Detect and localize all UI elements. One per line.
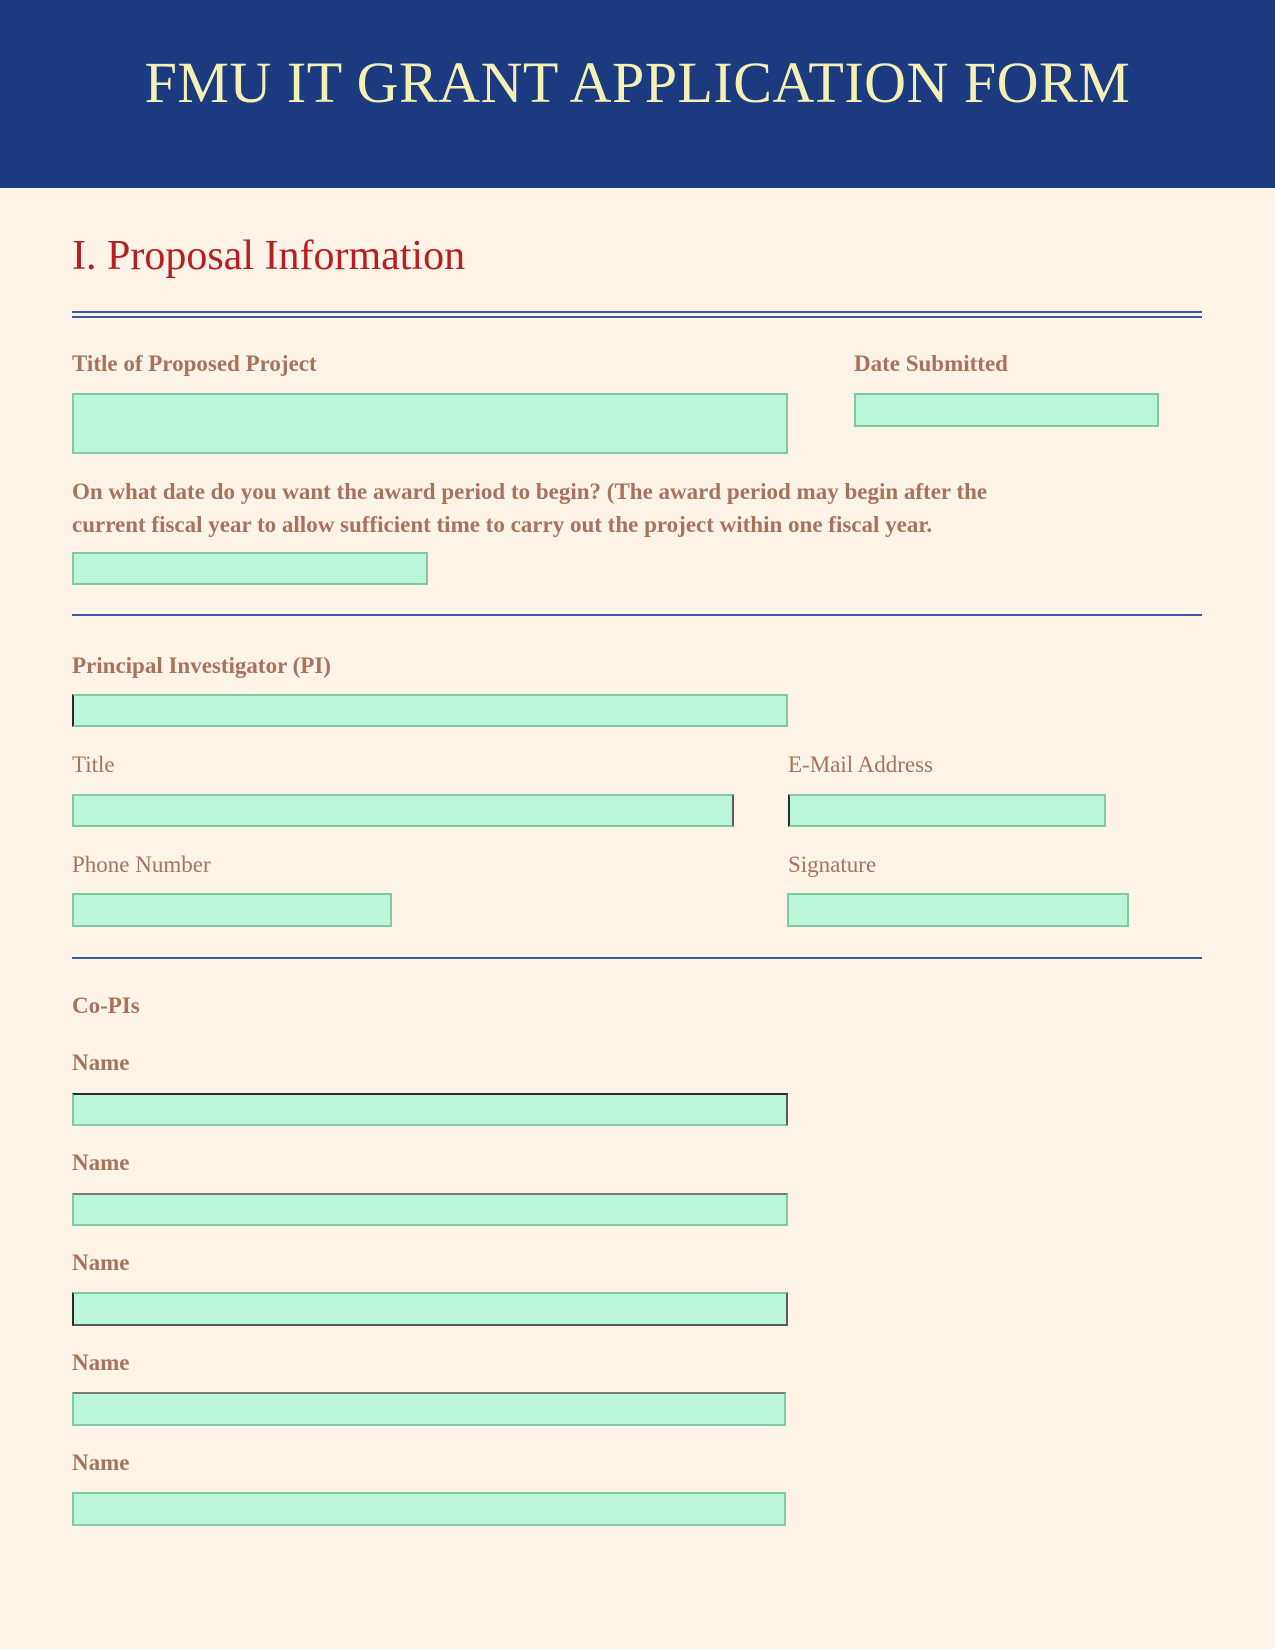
copi-name-label: Name: [72, 1050, 130, 1075]
copi-name-field-3[interactable]: [72, 1292, 788, 1326]
copi-name-field-4[interactable]: [72, 1392, 786, 1426]
award-question-line-2: current fiscal year to allow sufficient time to carry out the project within one fiscal year.: [72, 512, 933, 537]
award-start-date-field[interactable]: [72, 552, 428, 585]
project-title-label: Title of Proposed Project: [72, 351, 317, 376]
copi-name-field-2[interactable]: [72, 1193, 788, 1226]
project-title-field[interactable]: [72, 393, 788, 454]
copis-heading: Co-PIs: [72, 993, 140, 1018]
date-submitted-field[interactable]: [854, 393, 1159, 427]
pi-name-field[interactable]: [72, 694, 788, 727]
date-submitted-label: Date Submitted: [854, 351, 1008, 376]
pi-title-field[interactable]: [72, 794, 734, 827]
award-question-line-1: On what date do you want the award period to begin? (The award period may begin after the: [72, 479, 988, 504]
pi-email-label: E-Mail Address: [788, 752, 934, 777]
copi-name-label: Name: [72, 1450, 130, 1475]
pi-phone-label: Phone Number: [72, 852, 211, 877]
pi-phone-field[interactable]: [72, 893, 392, 927]
divider: [72, 957, 1202, 959]
form-title: FMU IT GRANT APPLICATION FORM: [144, 50, 1131, 115]
pi-signature-field[interactable]: [787, 893, 1129, 927]
pi-email-field[interactable]: [788, 794, 1106, 827]
header-banner: [0, 0, 1275, 188]
section-divider: [72, 311, 1202, 318]
section-title: I. Proposal Information: [72, 233, 466, 279]
pi-signature-label: Signature: [788, 852, 877, 877]
copi-name-label: Name: [72, 1150, 130, 1175]
copi-name-field-5[interactable]: [72, 1492, 786, 1526]
copi-name-label: Name: [72, 1350, 130, 1375]
copi-name-label: Name: [72, 1250, 130, 1275]
copi-name-field-1[interactable]: [72, 1093, 788, 1126]
divider: [72, 614, 1202, 616]
pi-heading: Principal Investigator (PI): [72, 653, 331, 678]
pi-title-label: Title: [72, 752, 115, 777]
